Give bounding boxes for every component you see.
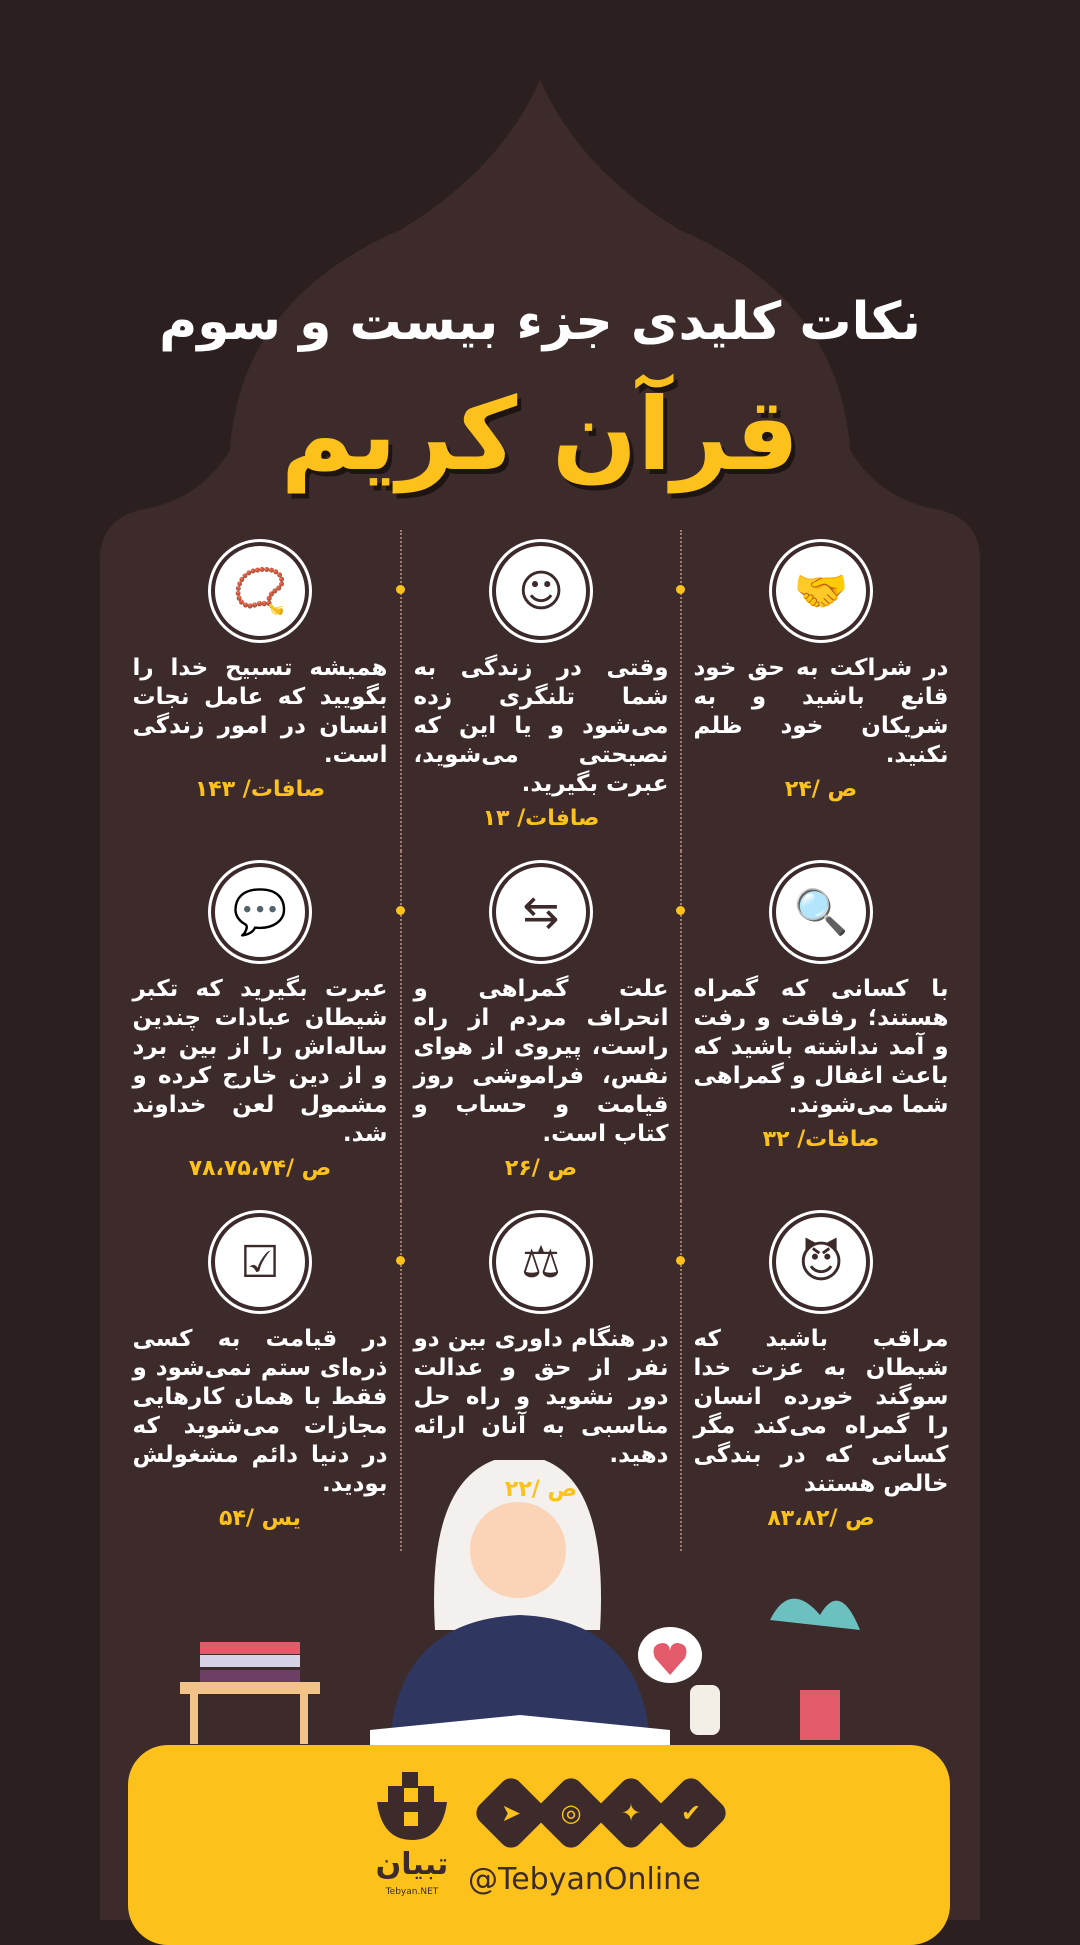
tip-card (400, 851, 680, 1201)
checklist-icon: ☑ (211, 1213, 309, 1311)
tip-card (400, 1201, 680, 1551)
tip-reference: صافات/ ۱۴۳ (194, 777, 326, 802)
telegram-icon[interactable]: ➤ (471, 1773, 550, 1852)
signpost-icon: ⇆ (492, 863, 590, 961)
tip-text: با کسانی که گمراه هستند؛ رفاقت و رفت و آمد نداشته باشید که باعث اغفال و گمراهی شما می‌شوند. (693, 976, 949, 1118)
tip-card (680, 530, 960, 851)
tip-text: مراقب باشید که شیطان به عزت خدا سوگند خورده انسان را گمراه می‌کند مگر کسانی که در بندگی خالص هستند (693, 1326, 949, 1497)
footer-bar (128, 1745, 950, 1945)
social-handle[interactable]: @TebyanOnline (468, 1862, 701, 1897)
tip-reference: ص /۲۴ (784, 777, 858, 802)
tip-reference: ص /۲۶ (504, 1156, 578, 1181)
devil-face-icon: 😈 (772, 1213, 870, 1311)
page-title: قرآن کریم (280, 376, 800, 493)
tip-text: وقتی در زندگی به شما تلنگری زده می‌شود و یا این که نصیحتی می‌شوید، عبرت بگیرید. (413, 655, 669, 797)
tip-reference: ص /۲۲ (504, 1477, 578, 1502)
tip-text: عبرت بگیرید که تکبر شیطان عبادات چندین ساله‌اش را از بین برد و از دین خارج کرده و مشمول لعن خداوند شد. (132, 976, 388, 1147)
tebyan-logo-icon (372, 1772, 452, 1842)
tip-reference: صافات/ ۳۲ (762, 1127, 880, 1152)
tip-reference: یس /۵۴ (219, 1506, 301, 1531)
prayer-beads-icon: 📿 (211, 542, 309, 640)
subtitle: نکات کلیدی جزء بیست و سوم (159, 292, 921, 352)
tip-reference: ص /۸۳،۸۲ (767, 1506, 875, 1531)
chat-bubbles-icon: 💬 (211, 863, 309, 961)
person-icon: ☺ (492, 542, 590, 640)
tip-text: در قیامت به کسی ذره‌ای ستم نمی‌شود و فقط با همان کارهایی مجازات می‌شوید که در دنیا دائم مشغولش بودید. (132, 1326, 388, 1497)
tip-text: در هنگام داوری بین دو نفر از حق و عدالت دور نشوید و راه حل مناسبی به آنان ارائه دهید. (413, 1326, 669, 1468)
tips-grid (120, 530, 960, 1551)
tip-text: همیشه تسبیح خدا را بگویید که عامل نجات انسان در امور زندگی است. (132, 655, 388, 768)
tip-reference: صافات/ ۱۳ (482, 806, 600, 831)
tebyan-net-text: Tebyan.NET (385, 1887, 439, 1897)
tip-reference: ص /۷۸،۷۵،۷۴ (188, 1156, 332, 1181)
tip-card (680, 851, 960, 1201)
handshake-icon: 🤝 (772, 542, 870, 640)
tip-card (400, 530, 680, 851)
tip-text: در شراکت به حق خود قانع باشید و به شریکان خود ظلم نکنید. (693, 655, 949, 768)
instagram-icon[interactable]: ◎ (531, 1773, 610, 1852)
magnifier-icon: 🔍 (772, 863, 870, 961)
tip-card (680, 1201, 960, 1551)
twitter-icon[interactable]: ✦ (591, 1773, 670, 1852)
tip-card (120, 1201, 400, 1551)
tip-text: علت گمراهی و انحراف مردم از راه راست، پیروی از هوای نفس، فراموشی روز قیامت و حساب و کتاب است. (413, 976, 669, 1147)
tebyan-logo-text: تبیان (375, 1847, 449, 1882)
shield-check-icon[interactable]: ✔ (651, 1773, 730, 1852)
scales-icon: ⚖ (492, 1213, 590, 1311)
tip-card (120, 851, 400, 1201)
tip-card (120, 530, 400, 851)
